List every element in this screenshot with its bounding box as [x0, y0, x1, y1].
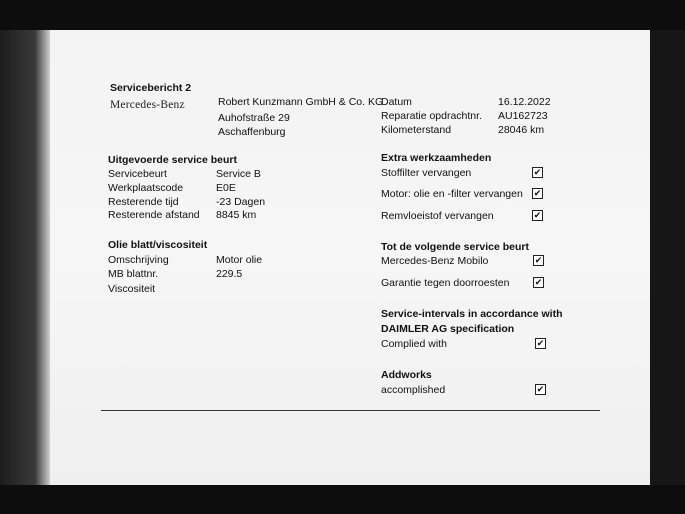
meta-value-order: AU162723 [498, 110, 548, 122]
meta-value-date: 16.12.2022 [498, 96, 551, 108]
dealer-city: Aschaffenburg [218, 126, 286, 138]
top-bezel [0, 0, 685, 30]
oil-value: 229.5 [216, 268, 243, 280]
right-bezel [650, 30, 685, 485]
oil-label: Omschrijving [108, 254, 169, 266]
extra-work-item: Motor: olie en -filter vervangen [381, 188, 523, 200]
service-done-value: E0E [216, 182, 236, 194]
dealer-street: Auhofstraße 29 [218, 112, 290, 124]
check-icon[interactable]: ✔ [536, 338, 545, 348]
addworks-heading: Addworks [381, 369, 432, 381]
service-done-label: Resterende afstand [108, 209, 200, 221]
check-icon[interactable]: ✔ [533, 210, 542, 220]
check-icon[interactable]: ✔ [533, 188, 542, 198]
check-icon[interactable]: ✔ [534, 277, 543, 287]
service-done-value: Service B [216, 168, 261, 180]
service-report-screen [50, 30, 650, 485]
service-done-label: Resterende tijd [108, 196, 179, 208]
service-done-value: -23 Dagen [216, 196, 266, 208]
bottom-bezel [0, 485, 685, 514]
service-done-label: Werkplaatscode [108, 182, 184, 194]
oil-value: Motor olie [216, 254, 263, 266]
check-icon[interactable]: ✔ [533, 167, 542, 177]
intervals-heading: Service-intervals in accordance with [381, 308, 563, 320]
meta-label-mileage: Kilometerstand [381, 124, 452, 136]
report-title: Servicebericht 2 [110, 82, 192, 94]
extra-work-heading: Extra werkzaamheden [381, 152, 492, 164]
meta-label-order: Reparatie opdrachtnr. [381, 110, 482, 122]
bottom-divider [101, 410, 600, 411]
next-service-heading: Tot de volgende service beurt [381, 241, 530, 253]
next-service-item: Garantie tegen doorroesten [381, 277, 510, 289]
brand-logo-text: Mercedes-Benz [110, 99, 185, 111]
extra-work-item: Stoffilter vervangen [381, 167, 472, 179]
meta-value-mileage: 28046 km [498, 124, 545, 136]
dealer-name: Robert Kunzmann GmbH & Co. KG [218, 96, 384, 108]
check-icon[interactable]: ✔ [536, 384, 545, 394]
meta-label-date: Datum [381, 96, 412, 108]
check-icon[interactable]: ✔ [534, 255, 543, 265]
extra-work-item: Remvloeistof vervangen [381, 210, 494, 222]
oil-label: Viscositeit [108, 283, 156, 295]
left-bezel [0, 30, 50, 485]
service-done-label: Servicebeurt [108, 168, 167, 180]
service-done-heading: Uitgevoerde service beurt [108, 154, 237, 166]
next-service-item: Mercedes-Benz Mobilo [381, 255, 489, 267]
oil-heading: Olie blatt/viscositeit [108, 239, 208, 251]
intervals-heading-line2: DAIMLER AG specification [381, 323, 515, 335]
oil-label: MB blattnr. [108, 268, 159, 280]
service-done-value: 8845 km [216, 209, 257, 221]
intervals-item: Complied with [381, 338, 447, 350]
addworks-item: accomplished [381, 384, 446, 396]
